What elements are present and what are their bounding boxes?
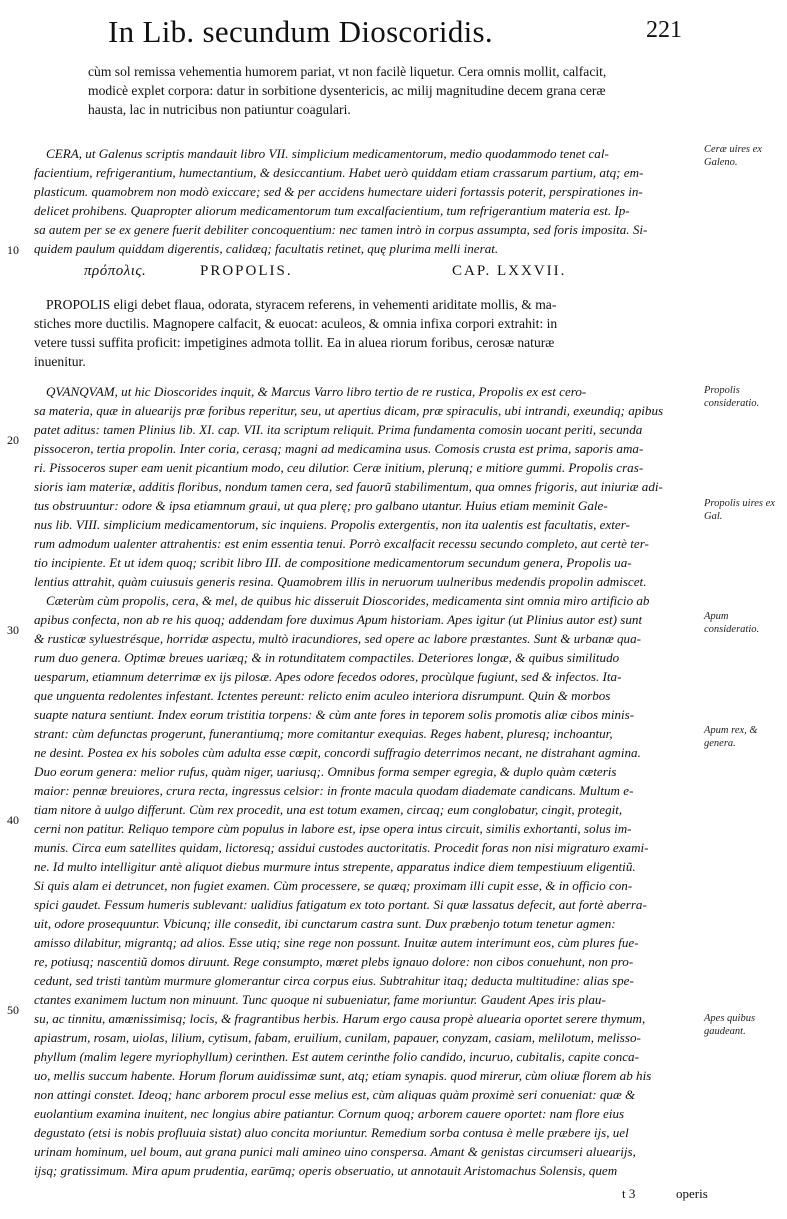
margin-note: Apes quibus gaudeant. — [704, 1013, 756, 1037]
page-number: 221 — [646, 17, 682, 43]
text-line: stiches more ductilis. Magnopere calfacit, & euocat: aculeos, & omnia infixa corpori extrahit: in — [34, 316, 558, 331]
text-line: ri. Pissoceros super eam uenit picantium modo, ceu dilutior. Ceræ initium, plerunq; e mitiore gummi. Propolis cras- — [34, 460, 644, 475]
text-line: Cæterùm cùm propolis, cera, & mel, de quibus hic disseruit Dioscorides, medicamenta sint omnia miro artificio ab — [46, 593, 650, 608]
text-line: su, ac tinnitu, amœnissimisq; locis, & fragrantibus herbis. Harum ergo causa propè aluearia oportet serere thymum, — [34, 1011, 646, 1026]
text-line: phyllum (malim legere myriophyllum) cerinthen. Est autem cerinthe folio candido, incuruo, cubitalis, capite conca- — [34, 1049, 639, 1064]
text-line: ne desint. Postea ex his soboles cùm adulta esse cœpit, concordi suffragio deterrimos necant, ne distrahant agmina. — [34, 745, 641, 760]
text-line: nus lib. VIII. simplicium medicamentorum, sic inquiens. Propolis extergentis, non ita ualentis est facultatis, exter- — [34, 517, 630, 532]
text-line: sa autem per se ex genere fuerit debiliter concoquentium: nec tamen intrò in corpus assumpta, sed foris imposita. Si- — [34, 222, 648, 237]
text-line: cerni non patitur. Reliquo tempore cùm populus in labore est, ipse opera intus circuit, similis exhortanti, solus im- — [34, 821, 632, 836]
text-line: amisso dilabitur, migrantq; ad alios. Esse utiq; sine rege non possunt. Inuitæ autem interimunt eos, cùm plures fue- — [34, 935, 639, 950]
line-number: 40 — [7, 813, 19, 827]
text-line: urinam hominum, uel boum, aut grana punici mali amineo uino conspersa. Amant & genistas circumseri aluearijs, — [34, 1144, 636, 1159]
text-line: CERA, ut Galenus scriptis mandauit libro VII. simplicium medicamentorum, medio quodammodo tenet cal- — [46, 146, 609, 161]
chapter-number: CAP. LXXVII. — [452, 263, 567, 279]
text-line: tio incipiente. Et ut idem quoq; scribit libro III. de compositione medicamentorum secundum genera, Propolis ua- — [34, 555, 632, 570]
text-line: PROPOLIS eligi debet flaua, odorata, styracem referens, in vehementi ariditate mollis, & ma- — [46, 297, 557, 312]
line-number: 10 — [7, 243, 19, 257]
line-number: 20 — [7, 433, 19, 447]
text-line: spici gaudet. Fessum humeris sublevant: ualidius fatigatum ex toto portant. Si quæ lassatus defecit, aut fortè aberra- — [34, 897, 647, 912]
text-line: degustato (etsi is nobis profluuia sistat) aluo concita moriuntur. Remedium sorba contusa è melle præbere ijs, uel — [34, 1125, 629, 1140]
text-line: cùm sol remissa vehementia humorem pariat, vt non facilè liquetur. Cera omnis mollit, calfacit, — [88, 64, 607, 79]
text-line: sa materia, quæ in aluearijs præ foribus reperitur, seu, ut apertius dicam, præ spiraculis, ubi intrandi, exeundiq; apibus — [34, 403, 664, 418]
line-number: 30 — [7, 623, 19, 637]
text-line: strant: cùm defunctas progerunt, funerantiumq; more comitantur exequias. Reges habent, pluresq; inchoantur, — [34, 726, 613, 741]
text-line: hausta, lac in nutricibus non patiuntur coagulari. — [88, 102, 351, 117]
text-line: modicè explet corpora: datur in sorbitione dysentericis, ac milij magnitudine decem grana ceræ — [88, 83, 606, 98]
text-line: pissoceron, tertia propolin. Inter coria, cerasq; magni ad medicamina usus. Comosis crusta est prima, saporis ama- — [34, 441, 644, 456]
text-line: quidem paulum quiddam digerentis, calidæq; facultatis retinet, quę plurima melli inerat. — [34, 241, 499, 256]
text-line: maior: pennæ breuiores, crura recta, ingressus celsior: in fronte macula quodam diademate candicans. Multum e- — [34, 783, 634, 798]
text-line: que unguenta redolentes infestant. Ictentes pereunt: relicto enim aculeo interiora disrumpunt. Quin & morbos — [34, 688, 611, 703]
text-line: suapte natura sentiunt. Index eorum tristitia torpens: & cùm ante fores in teporem solis promotis aliæ cibos minis- — [34, 707, 635, 722]
text-line: Duo eorum genera: melior rufus, quàm niger, uariusq;. Omnibus forma semper egregia, & duplo quàm cæteris — [34, 764, 617, 779]
text-line: plasticum. quamobrem non modò exiccare; sed & per accidens humectare uideri fortassis poterit, perspirationes in- — [34, 184, 643, 199]
text-line: apiastrum, rosam, uiolas, lilium, cytisum, fabam, eruilium, cunilam, papauer, conyzam, casiam, melilotum, melisso- — [34, 1030, 641, 1045]
signature-mark: t 3 — [622, 1186, 636, 1201]
text-line: uit, odore prosequuntur. Vbicunq; ille consedit, ibi cunctarum castra sunt. Dux præbenjo totum tenetur agmen: — [34, 916, 616, 931]
text-line: Si quis alam ei detruncet, non fugiet examen. Cùm processere, se quæq; proximam illi cupit esse, & in officio con- — [34, 878, 633, 893]
line-number: 50 — [7, 1003, 19, 1017]
text-line: apibus confecta, non ab re his quoq; addendam fore duximus Apum historiam. Apes igitur (ut Plinius autor est) sunt — [34, 612, 643, 627]
text-line: vetere tussi suffita proficit: impetigines admota tollit. Ea in aluea riorum foribus, cerosæ naturæ — [34, 335, 555, 350]
text-line: QVANQVAM, ut hic Dioscorides inquit, & Marcus Varro libro tertio de re rustica, Propolis ex est cero- — [46, 384, 587, 399]
text-line: ijsq; gratissimum. Mira apum prudentia, earūmq; operis obseruatio, ut annotauit Aristomachus Solensis, quem — [34, 1163, 618, 1178]
text-line: rum duo genera. Optimæ breues uariæq; & in rotunditatem compactiles. Deteriores longæ, & quibus similitudo — [34, 650, 620, 665]
text-line: tus obstruuntur: odore & ipsa etiamnum graui, ut qua plerę; pro galbano utantur. Huius etiam meminit Gale- — [34, 498, 608, 513]
margin-note: Propolis consideratio. — [704, 385, 760, 409]
margin-note: Propolis uires ex Gal. — [704, 498, 775, 522]
text-line: sioris iam materiæ, additis floribus, nondum tamen cera, sed fauorũ stabilimentum, qua omnes frigoris, aut iniuriæ adi- — [34, 479, 663, 494]
chapter-greek-title: πρόπολις. — [84, 263, 147, 279]
text-line: munis. Circa eum satellites quidam, lictoresq; assidui custodes auctoritatis. Procedit foras non nisi migraturo exami- — [34, 840, 649, 855]
chapter-heading — [0, 263, 787, 287]
running-head — [0, 14, 787, 58]
margin-note: Apum rex, & genera. — [704, 725, 758, 749]
text-line: & rusticæ syluestrésque, horridæ aspectu, multò iracundiores, sed opere ac labore præstantes. Sunt & urbanæ qua- — [34, 631, 642, 646]
text-line: re, potiusq; nascentiũ domos diruunt. Rege consumpto, mœret plebs ignauo dolore: non cibos conuehunt, non pro- — [34, 954, 634, 969]
text-line: uo, mellis succum habente. Horum florum auidissimæ sunt, atq; etiam synapis. quod mirerur, cùm oliuæ florem ab his — [34, 1068, 652, 1083]
text-line: facientium, refrigerantium, humectantium, & desiccantium. Habet uerò quiddam etiam crassarum partium, atq; em- — [34, 165, 644, 180]
running-title: In Lib. secundum Dioscoridis. — [108, 14, 493, 49]
text-line: uesparum, etiamnum deterrimæ ex ijs pilosæ. Apes odore fecedos odores, procùlque fugiunt, sed & infectos. Ita- — [34, 669, 622, 684]
margin-note: Ceræ uires ex Galeno. — [704, 144, 762, 168]
text-line: inuenitur. — [34, 354, 86, 369]
text-line: non attingi constet. Ideoq; hanc arborem procul esse melius est, cùm aliquas quàm proximè seri conueniat: quæ & — [34, 1087, 636, 1102]
text-line: rum admodum ualenter attrahentis: est enim essentia tenui. Porrò excalfacit recessu secundo completo, aut certè ter- — [34, 536, 649, 551]
catchword: operis — [676, 1186, 708, 1201]
text-line: euolantium examina inuitent, nec longius abire patiantur. Cornum quoq; arborem cauere oportet: nam flore eius — [34, 1106, 625, 1121]
text-line: tiam nitore à uulgo differunt. Cùm rex procedit, una est totum examen, circaq; eum conglobatur, cingit, protegit, — [34, 802, 623, 817]
text-line: ne. Id multo intelligitur antè aliquot diebus murmure intus strepente, apparatus indice diem tempestiuum eligentiũ. — [34, 859, 636, 874]
margin-note: Apum consideratio. — [704, 611, 760, 635]
text-line: patet aditus: tamen Plinius lib. XI. cap. VII. ita scriptum reliquit. Prima fundamenta comosin uocant periti, secunda — [34, 422, 643, 437]
text-line: cedunt, sed tristi tantùm murmure glomerantur circa corpus eius. Subtrahitur itaq; deducta multitudine: alias spe- — [34, 973, 634, 988]
text-line: ctantes exanimem luctum non minuunt. Tunc quoque ni subueniatur, fame moriuntur. Gaudent Apes iris plau- — [34, 992, 606, 1007]
chapter-title: PROPOLIS. — [200, 263, 293, 279]
text-line: lentius attrahit, quàm cuiusuis generis resina. Quamobrem illis in neruorum uulneribus medendis propolin admiscet. — [34, 574, 647, 589]
text-line: delicet prohibens. Quapropter aliorum medicamentorum tum excalfacientium, tum refrigerantium materia est. Ip- — [34, 203, 630, 218]
